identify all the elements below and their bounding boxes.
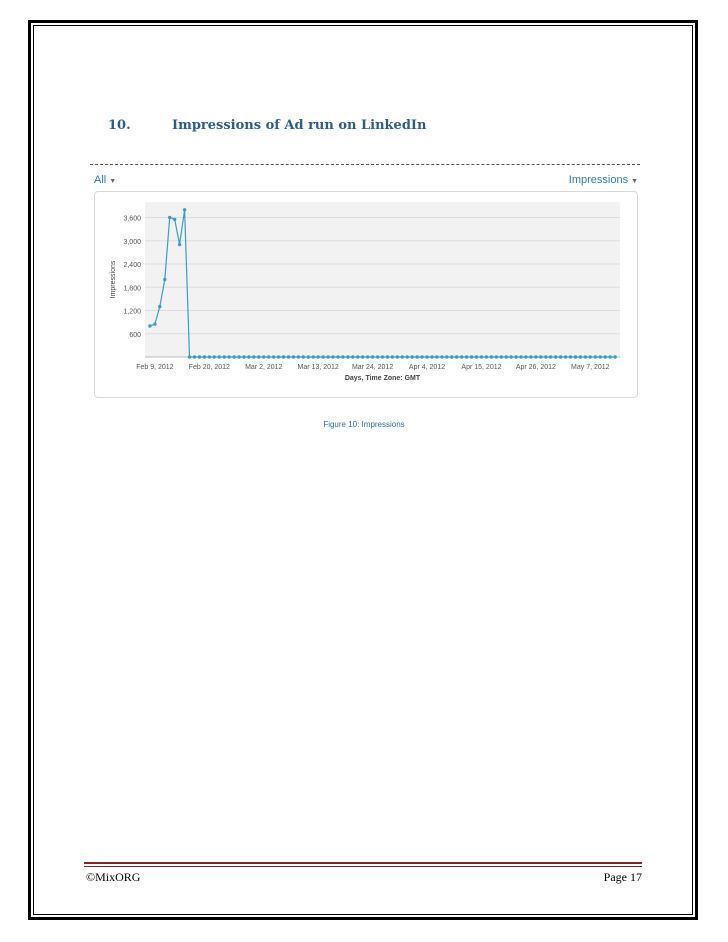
data-point <box>430 355 433 358</box>
data-point <box>173 218 176 221</box>
data-point <box>594 355 597 358</box>
data-point <box>351 355 354 358</box>
x-tick-label: Apr 4, 2012 <box>408 364 446 371</box>
data-point <box>470 355 473 358</box>
data-point <box>287 355 290 358</box>
impressions-chart <box>95 192 639 399</box>
metric-dropdown[interactable] <box>569 174 638 186</box>
x-tick-label: Apr 26, 2012 <box>515 364 556 371</box>
data-point <box>519 355 522 358</box>
data-point <box>237 355 240 358</box>
section-number: 10. <box>108 118 131 133</box>
data-point <box>411 355 414 358</box>
data-point <box>524 355 527 358</box>
data-point <box>485 355 488 358</box>
data-point <box>475 355 478 358</box>
data-point <box>608 355 611 358</box>
figure-caption: Figure 10: Impressions <box>323 420 405 429</box>
data-point <box>178 243 181 246</box>
filter-dropdown[interactable] <box>94 174 116 186</box>
data-point <box>460 355 463 358</box>
data-point <box>584 355 587 358</box>
data-point <box>307 355 310 358</box>
data-point <box>549 355 552 358</box>
data-point <box>247 355 250 358</box>
page-border-inner <box>33 25 693 915</box>
data-point <box>480 355 483 358</box>
data-point <box>262 355 265 358</box>
data-point <box>292 355 295 358</box>
data-point <box>396 355 399 358</box>
data-point <box>198 355 201 358</box>
chevron-down-icon: ▼ <box>631 178 638 185</box>
divider <box>90 164 640 165</box>
data-point <box>514 355 517 358</box>
y-tick-label: 3,600 <box>123 215 141 223</box>
data-point <box>613 355 616 358</box>
section-title: Impressions of Ad run on LinkedIn <box>172 118 427 133</box>
data-point <box>188 355 191 358</box>
x-tick-label: Feb 9, 2012 <box>136 364 174 371</box>
data-point <box>500 355 503 358</box>
page-number: Page 17 <box>603 870 642 884</box>
filter-label: All <box>94 174 107 186</box>
data-point <box>450 355 453 358</box>
data-point <box>435 355 438 358</box>
data-point <box>317 355 320 358</box>
data-point <box>391 355 394 358</box>
data-point <box>302 355 305 358</box>
data-point <box>163 278 166 281</box>
data-point <box>312 355 315 358</box>
metric-label: Impressions <box>568 174 629 186</box>
data-point <box>445 355 448 358</box>
data-point <box>425 355 428 358</box>
data-point <box>440 355 443 358</box>
data-point <box>282 355 285 358</box>
data-point <box>386 355 389 358</box>
x-tick-label: Apr 15, 2012 <box>461 364 502 371</box>
data-point <box>168 216 171 219</box>
data-point <box>574 355 577 358</box>
data-point <box>509 355 512 358</box>
data-point <box>376 355 379 358</box>
chart-panel <box>94 191 638 398</box>
data-point <box>465 355 468 358</box>
y-tick-label: 2,400 <box>123 262 141 269</box>
y-tick-label: 1,200 <box>123 308 141 316</box>
data-point <box>361 355 364 358</box>
data-point <box>529 355 532 358</box>
data-point <box>183 208 186 211</box>
x-tick-label: Mar 24, 2012 <box>351 364 394 371</box>
data-point <box>539 355 542 358</box>
data-point <box>346 355 349 358</box>
y-tick-label: 3,000 <box>123 238 141 246</box>
data-point <box>277 355 280 358</box>
data-point <box>406 355 409 358</box>
data-point <box>534 355 537 358</box>
data-point <box>252 355 255 358</box>
data-point <box>227 355 230 358</box>
footer-rule-thin <box>84 866 642 867</box>
data-point <box>366 355 369 358</box>
x-tick-label: Mar 2, 2012 <box>245 364 283 371</box>
data-point <box>218 355 221 358</box>
data-point <box>267 355 270 358</box>
data-point <box>371 355 374 358</box>
footer-copyright: ©MixORG <box>86 870 141 884</box>
data-point <box>490 355 493 358</box>
data-point <box>564 355 567 358</box>
data-point <box>153 322 156 325</box>
data-point <box>232 355 235 358</box>
data-point <box>569 355 572 358</box>
data-point <box>599 355 602 358</box>
data-point <box>495 355 498 358</box>
data-point <box>257 355 260 358</box>
data-point <box>331 355 334 358</box>
data-point <box>554 355 557 358</box>
data-point <box>203 355 206 358</box>
data-point <box>321 355 324 358</box>
data-point <box>381 355 384 358</box>
data-point <box>148 324 151 327</box>
y-axis-title: Impressions <box>110 260 117 299</box>
x-tick-label: Mar 13, 2012 <box>297 364 339 371</box>
data-point <box>505 355 508 358</box>
data-point <box>455 355 458 358</box>
x-tick-label: May 7, 2012 <box>571 364 610 371</box>
data-point <box>604 355 607 358</box>
data-point <box>213 355 216 358</box>
data-point <box>223 355 226 358</box>
data-point <box>544 355 547 358</box>
data-point <box>208 355 211 358</box>
data-point <box>559 355 562 358</box>
footer-rule <box>84 862 642 864</box>
data-point <box>326 355 329 358</box>
x-tick-label: Feb 20, 2012 <box>188 364 230 371</box>
x-axis-title: Days, Time Zone: GMT <box>344 375 421 382</box>
figure <box>90 160 640 400</box>
data-point <box>272 355 275 358</box>
y-tick-label: 1,800 <box>123 285 141 293</box>
data-point <box>341 355 344 358</box>
data-point <box>242 355 245 358</box>
data-point <box>401 355 404 358</box>
data-point <box>356 355 359 358</box>
data-point <box>297 355 300 358</box>
data-point <box>158 305 161 308</box>
chevron-down-icon: ▼ <box>109 178 117 185</box>
data-point <box>415 355 418 358</box>
data-point <box>589 355 592 358</box>
data-point <box>193 355 196 358</box>
y-tick-label: 600 <box>129 331 141 339</box>
data-point <box>336 355 339 358</box>
data-point <box>420 355 423 358</box>
data-point <box>579 355 582 358</box>
